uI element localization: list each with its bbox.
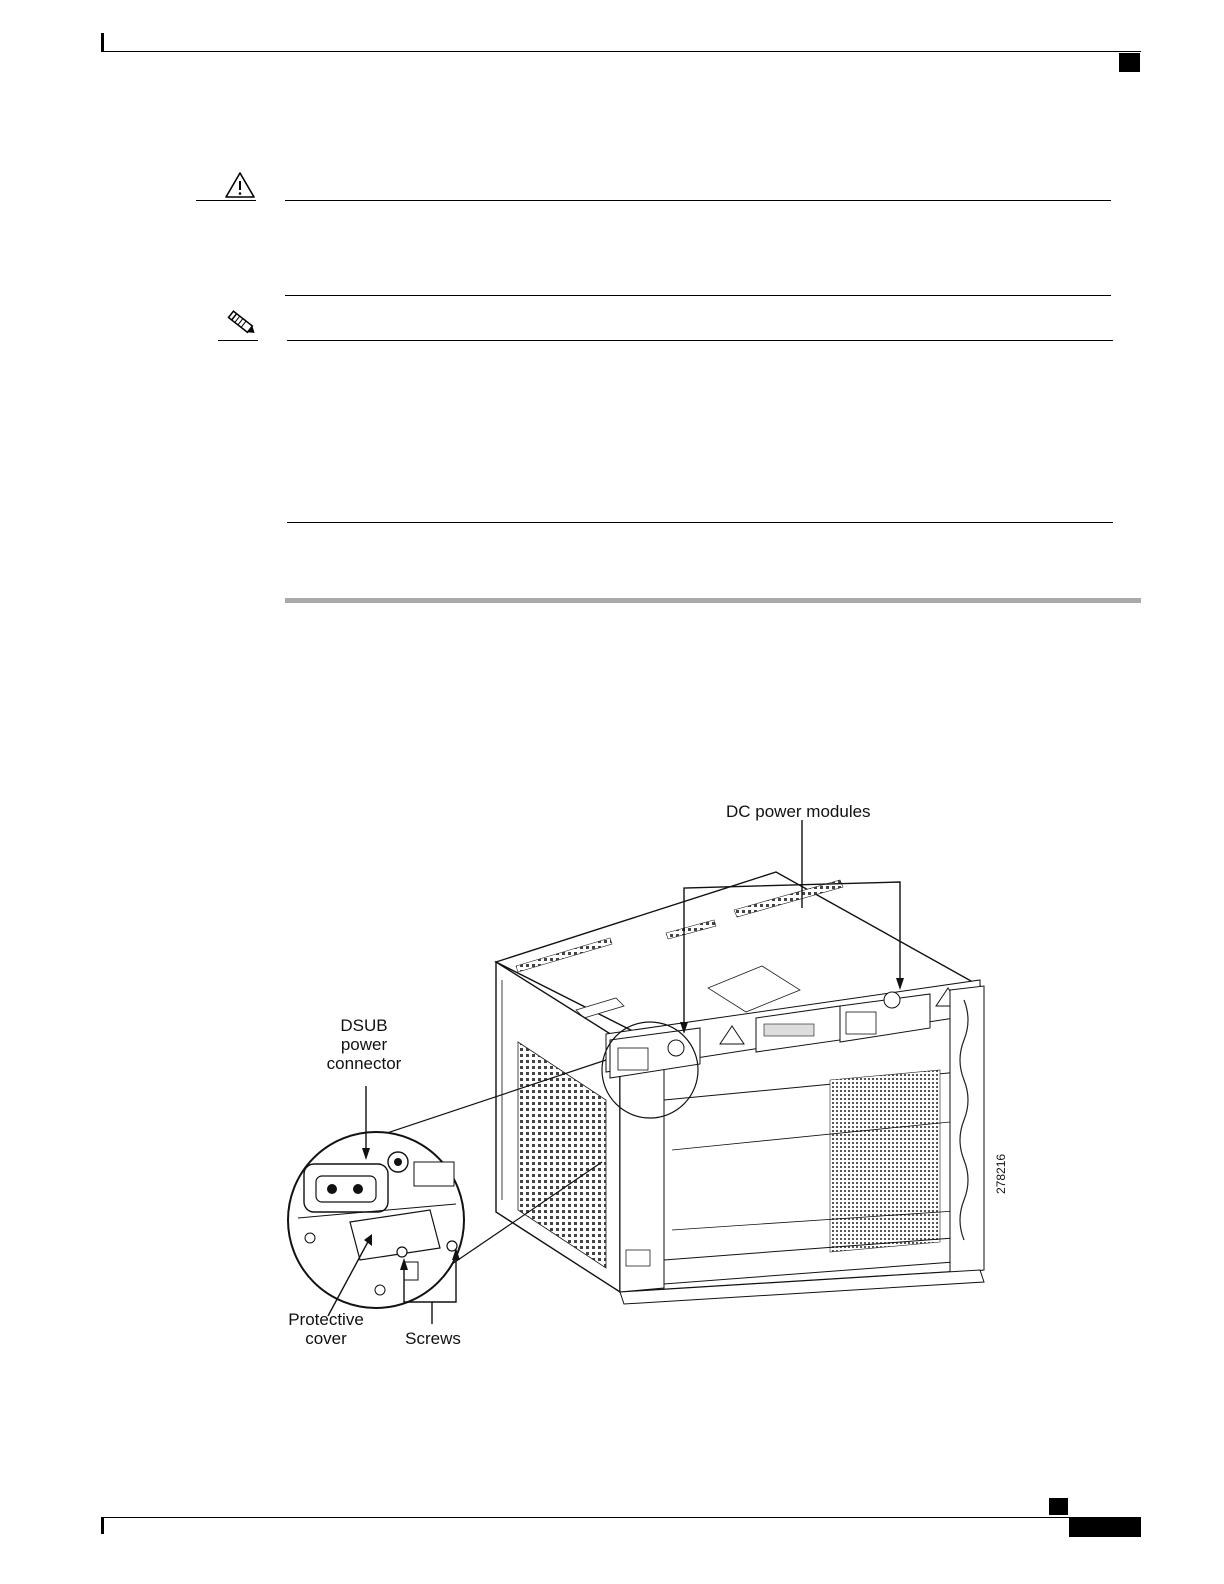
footer-corner-block bbox=[1069, 1517, 1141, 1537]
footer-left-tick bbox=[101, 1517, 104, 1534]
pencil-note-icon bbox=[222, 306, 262, 340]
caution-top-rule bbox=[285, 200, 1111, 201]
warning-triangle-icon bbox=[224, 170, 256, 200]
footer-small-block bbox=[1049, 1498, 1068, 1515]
note-bottom-rule bbox=[287, 522, 1113, 523]
note-top-rule bbox=[287, 340, 1113, 341]
caution-icon-underline bbox=[196, 200, 256, 201]
header-rule bbox=[101, 51, 1141, 52]
callout-protective-line2: cover bbox=[305, 1329, 347, 1348]
callout-protective-line1: Protective bbox=[288, 1310, 364, 1329]
callout-dsub-line1: DSUB bbox=[340, 1016, 388, 1035]
chassis-illustration bbox=[280, 790, 1040, 1360]
callout-screws: Screws bbox=[405, 1329, 461, 1348]
note-icon-underline bbox=[218, 340, 258, 341]
caution-bottom-rule bbox=[285, 295, 1111, 296]
footer-rule bbox=[101, 1517, 1071, 1518]
header-corner-block bbox=[1119, 53, 1140, 72]
figure-id: 278216 bbox=[994, 1153, 1008, 1194]
callout-dsub-line3: connector bbox=[326, 1054, 402, 1073]
procedure-divider-bar bbox=[285, 598, 1141, 603]
dc-power-module-figure bbox=[280, 790, 1040, 1360]
callout-dc-power-modules: DC power modules bbox=[726, 802, 871, 821]
header-left-tick bbox=[101, 33, 104, 51]
callout-dsub-line2: power bbox=[340, 1035, 388, 1054]
